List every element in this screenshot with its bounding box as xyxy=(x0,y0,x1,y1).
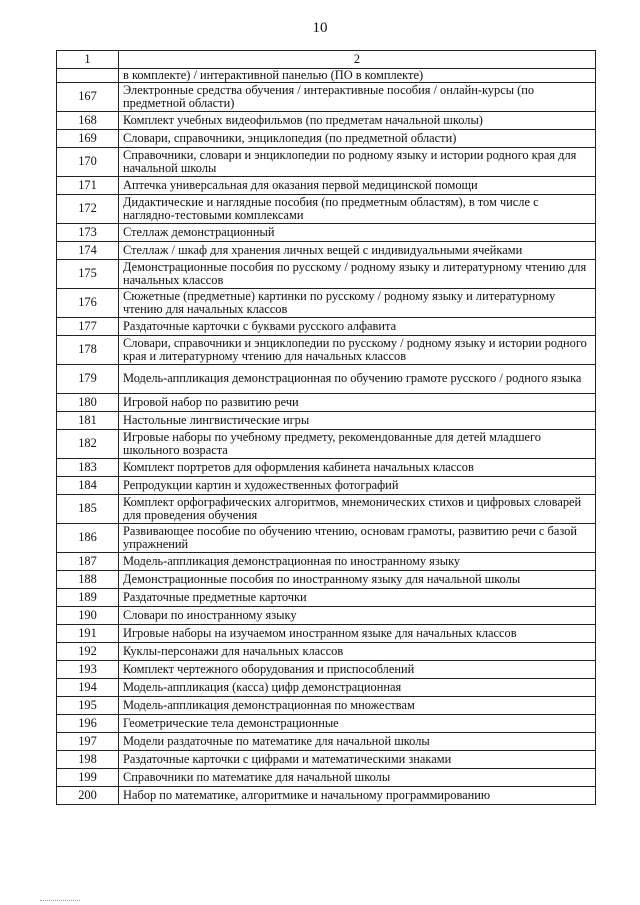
table-body xyxy=(57,69,596,805)
row-number: 199 xyxy=(57,768,119,786)
table-row xyxy=(57,606,596,624)
row-number: 186 xyxy=(57,523,119,552)
row-number: 173 xyxy=(57,223,119,241)
table-row xyxy=(57,364,596,393)
column-header-name: 2 xyxy=(119,51,596,69)
row-number: 189 xyxy=(57,588,119,606)
row-number: 200 xyxy=(57,786,119,804)
row-item-name: в комплекте) / интерактивной панелью (ПО в комплекте) xyxy=(119,69,596,83)
row-item-name: Модель-аппликация (касса) цифр демонстрационная xyxy=(119,678,596,696)
table-row xyxy=(57,147,596,176)
table-row xyxy=(57,82,596,111)
table-row xyxy=(57,523,596,552)
row-item-name: Модель-аппликация демонстрационная по иностранному языку xyxy=(119,552,596,570)
row-number: 181 xyxy=(57,411,119,429)
row-number: 193 xyxy=(57,660,119,678)
row-number: 192 xyxy=(57,642,119,660)
row-number: 170 xyxy=(57,147,119,176)
row-number: 183 xyxy=(57,458,119,476)
table-row xyxy=(57,317,596,335)
row-number: 195 xyxy=(57,696,119,714)
table-row xyxy=(57,429,596,458)
row-item-name: Модель-аппликация демонстрационная по множествам xyxy=(119,696,596,714)
row-item-name: Справочники по математике для начальной школы xyxy=(119,768,596,786)
row-item-name: Комплект портретов для оформления кабинета начальных классов xyxy=(119,458,596,476)
row-item-name: Справочники, словари и энциклопедии по родному языку и истории родного края для начальной школы xyxy=(119,147,596,176)
row-item-name: Развивающее пособие по обучению чтению, основам грамоты, развитию речи с базой упражнений xyxy=(119,523,596,552)
row-number: 185 xyxy=(57,494,119,523)
table-row xyxy=(57,129,596,147)
row-number: 174 xyxy=(57,241,119,259)
row-number: 178 xyxy=(57,335,119,364)
row-number: 179 xyxy=(57,364,119,393)
row-item-name: Словари по иностранному языку xyxy=(119,606,596,624)
row-item-name: Электронные средства обучения / интерактивные пособия / онлайн-курсы (по предметной области) xyxy=(119,82,596,111)
row-item-name: Комплект орфографических алгоритмов, мнемонических стихов и цифровых словарей для проведения обучения xyxy=(119,494,596,523)
table-row xyxy=(57,714,596,732)
table-row xyxy=(57,732,596,750)
table-row xyxy=(57,176,596,194)
row-item-name: Репродукции картин и художественных фотографий xyxy=(119,476,596,494)
row-number: 184 xyxy=(57,476,119,494)
row-item-name: Раздаточные карточки с цифрами и математическими знаками xyxy=(119,750,596,768)
row-item-name: Раздаточные предметные карточки xyxy=(119,588,596,606)
table-row xyxy=(57,393,596,411)
row-item-name: Демонстрационные пособия по русскому / родному языку и литературному чтению для начальных классов xyxy=(119,259,596,288)
row-number: 188 xyxy=(57,570,119,588)
row-item-name: Комплект чертежного оборудования и приспособлений xyxy=(119,660,596,678)
table-row xyxy=(57,494,596,523)
table-row xyxy=(57,241,596,259)
row-item-name: Игровые наборы по учебному предмету, рекомендованные для детей младшего школьного возраста xyxy=(119,429,596,458)
table-row xyxy=(57,678,596,696)
row-item-name: Настольные лингвистические игры xyxy=(119,411,596,429)
row-number: 190 xyxy=(57,606,119,624)
table-row xyxy=(57,570,596,588)
row-number: 187 xyxy=(57,552,119,570)
row-number: 194 xyxy=(57,678,119,696)
table-row xyxy=(57,768,596,786)
row-item-name: Игровой набор по развитию речи xyxy=(119,393,596,411)
row-number: 172 xyxy=(57,194,119,223)
row-number xyxy=(57,69,119,83)
table-row xyxy=(57,588,596,606)
equipment-table xyxy=(56,50,596,805)
row-item-name: Куклы-персонажи для начальных классов xyxy=(119,642,596,660)
row-number: 182 xyxy=(57,429,119,458)
table-row xyxy=(57,335,596,364)
table-row xyxy=(57,458,596,476)
table-row xyxy=(57,194,596,223)
scan-artifact xyxy=(40,900,80,903)
row-number: 175 xyxy=(57,259,119,288)
row-item-name: Модели раздаточные по математике для начальной школы xyxy=(119,732,596,750)
row-item-name: Раздаточные карточки с буквами русского алфавита xyxy=(119,317,596,335)
row-item-name: Демонстрационные пособия по иностранному языку для начальной школы xyxy=(119,570,596,588)
table-row xyxy=(57,259,596,288)
table-row xyxy=(57,69,596,83)
row-number: 191 xyxy=(57,624,119,642)
table-row xyxy=(57,786,596,804)
table-row xyxy=(57,288,596,317)
table-row xyxy=(57,642,596,660)
table-row xyxy=(57,223,596,241)
row-item-name: Словари, справочники и энциклопедии по русскому / родному языку и истории родного края и литературному чтению для начальных классов xyxy=(119,335,596,364)
table-row xyxy=(57,660,596,678)
row-item-name: Геометрические тела демонстрационные xyxy=(119,714,596,732)
row-number: 180 xyxy=(57,393,119,411)
table-row xyxy=(57,696,596,714)
column-header-number: 1 xyxy=(57,51,119,69)
page-number: 10 xyxy=(312,20,328,36)
row-number: 176 xyxy=(57,288,119,317)
row-item-name: Комплект учебных видеофильмов (по предметам начальной школы) xyxy=(119,111,596,129)
table-row xyxy=(57,552,596,570)
row-number: 197 xyxy=(57,732,119,750)
table-header-row xyxy=(57,51,596,69)
row-item-name: Сюжетные (предметные) картинки по русскому / родному языку и литературному чтению для начальных классов xyxy=(119,288,596,317)
row-number: 171 xyxy=(57,176,119,194)
row-item-name: Словари, справочники, энциклопедия (по предметной области) xyxy=(119,129,596,147)
row-item-name: Набор по математике, алгоритмике и начальному программированию xyxy=(119,786,596,804)
row-number: 196 xyxy=(57,714,119,732)
row-item-name: Аптечка универсальная для оказания первой медицинской помощи xyxy=(119,176,596,194)
row-number: 177 xyxy=(57,317,119,335)
row-number: 168 xyxy=(57,111,119,129)
table-row xyxy=(57,411,596,429)
row-item-name: Игровые наборы на изучаемом иностранном языке для начальных классов xyxy=(119,624,596,642)
table-row xyxy=(57,476,596,494)
table-row xyxy=(57,624,596,642)
row-item-name: Дидактические и наглядные пособия (по предметным областям), в том числе с наглядно-тестовыми комплексами xyxy=(119,194,596,223)
table-row xyxy=(57,750,596,768)
row-item-name: Модель-аппликация демонстрационная по обучению грамоте русского / родного языка xyxy=(119,364,596,393)
row-number: 198 xyxy=(57,750,119,768)
row-item-name: Стеллаж / шкаф для хранения личных вещей с индивидуальными ячейками xyxy=(119,241,596,259)
row-item-name: Стеллаж демонстрационный xyxy=(119,223,596,241)
row-number: 167 xyxy=(57,82,119,111)
row-number: 169 xyxy=(57,129,119,147)
table-row xyxy=(57,111,596,129)
